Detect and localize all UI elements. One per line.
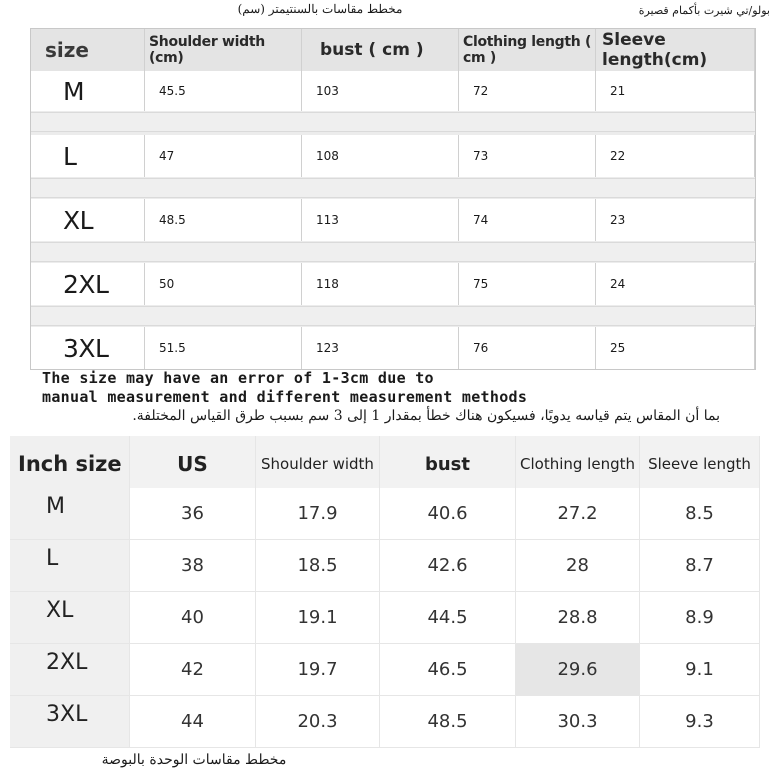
inch-value-cell: 9.1 <box>640 644 760 696</box>
inch-value-cell: 38 <box>130 540 256 592</box>
inch-value-cell: 19.7 <box>256 644 380 696</box>
inch-value-cell: 44.5 <box>380 592 516 644</box>
cm-value-cell: 76 <box>459 327 596 369</box>
measurement-error-note <box>42 369 742 407</box>
cm-row-2xl <box>31 263 755 305</box>
cm-size-cell: 3XL <box>31 327 145 369</box>
cm-value-cell: 21 <box>596 71 755 111</box>
cm-row-m <box>31 71 755 111</box>
inch-chart-title: مخطط مقاسات الوحدة بالبوصة <box>101 752 287 768</box>
inch-row-l <box>10 540 760 592</box>
inch-value-cell: 48.5 <box>380 696 516 748</box>
inch-value-cell: 8.9 <box>640 592 760 644</box>
cm-value-cell: 24 <box>596 263 755 305</box>
inch-value-cell: 18.5 <box>256 540 380 592</box>
cm-header-sleeve: Sleeve length(cm) <box>596 29 755 71</box>
row-separator <box>31 306 755 326</box>
inch-value-cell: 9.3 <box>640 696 760 748</box>
cm-value-cell: 45.5 <box>145 71 302 111</box>
row-separator <box>31 178 755 198</box>
product-label: بولو/تي شيرت بأكمام قصيرة <box>638 4 770 17</box>
inch-value-cell: 46.5 <box>380 644 516 696</box>
inch-value-cell: 30.3 <box>516 696 640 748</box>
cm-value-cell: 23 <box>596 199 755 241</box>
inch-value-cell: 42.6 <box>380 540 516 592</box>
cm-value-cell: 103 <box>302 71 459 111</box>
cm-value-cell: 73 <box>459 135 596 177</box>
inch-row-m <box>10 488 760 540</box>
inch-header-us: US <box>130 436 256 492</box>
inch-value-cell: 28 <box>516 540 640 592</box>
cm-value-cell: 123 <box>302 327 459 369</box>
inch-size-cell: M <box>10 488 130 540</box>
inch-value-cell: 40.6 <box>380 488 516 540</box>
row-separator <box>31 112 755 132</box>
cm-value-cell: 75 <box>459 263 596 305</box>
cm-value-cell: 72 <box>459 71 596 111</box>
inch-value-cell: 40 <box>130 592 256 644</box>
cm-value-cell: 118 <box>302 263 459 305</box>
cm-size-cell: XL <box>31 199 145 241</box>
cm-header-shoulder: Shoulder width (cm) <box>145 29 302 71</box>
row-separator <box>31 242 755 262</box>
cm-value-cell: 51.5 <box>145 327 302 369</box>
inch-row-3xl <box>10 696 760 748</box>
cm-size-table <box>30 28 756 370</box>
cm-value-cell: 50 <box>145 263 302 305</box>
inch-size-table <box>10 436 760 746</box>
cm-size-cell: 2XL <box>31 263 145 305</box>
cm-value-cell: 108 <box>302 135 459 177</box>
inch-value-cell: 44 <box>130 696 256 748</box>
cm-value-cell: 74 <box>459 199 596 241</box>
cm-row-xl <box>31 199 755 241</box>
note-line-2: manual measurement and different measurement methods <box>42 388 528 406</box>
cm-size-cell: M <box>31 71 145 111</box>
cm-chart-title: مخطط مقاسات بالسنتيمتر (سم) <box>237 2 403 16</box>
cm-header-length: Clothing length ( cm ) <box>459 29 596 71</box>
inch-value-cell: 42 <box>130 644 256 696</box>
inch-value-cell: 28.8 <box>516 592 640 644</box>
cm-value-cell: 113 <box>302 199 459 241</box>
inch-value-cell: 29.6 <box>516 644 640 696</box>
cm-header-row <box>31 29 755 71</box>
note-line-1: The size may have an error of 1-3cm due to <box>42 369 434 387</box>
inch-header-bust: bust <box>380 436 516 492</box>
inch-row-xl <box>10 592 760 644</box>
cm-size-cell: L <box>31 135 145 177</box>
inch-value-cell: 17.9 <box>256 488 380 540</box>
inch-size-cell: 3XL <box>10 696 130 748</box>
cm-value-cell: 47 <box>145 135 302 177</box>
inch-size-cell: 2XL <box>10 644 130 696</box>
inch-header-length: Clothing length <box>516 436 640 492</box>
inch-header-sleeve: Sleeve length <box>640 436 760 492</box>
cm-header-bust: bust ( cm ) <box>302 29 459 71</box>
inch-size-cell: XL <box>10 592 130 644</box>
inch-header-shoulder: Shoulder width <box>256 436 380 492</box>
cm-row-l <box>31 135 755 177</box>
cm-row-3xl <box>31 327 755 369</box>
cm-header-size: size <box>31 29 145 71</box>
inch-value-cell: 8.5 <box>640 488 760 540</box>
inch-value-cell: 36 <box>130 488 256 540</box>
inch-value-cell: 27.2 <box>516 488 640 540</box>
inch-header-row <box>10 436 760 492</box>
inch-value-cell: 8.7 <box>640 540 760 592</box>
cm-value-cell: 48.5 <box>145 199 302 241</box>
cropped-text-fragment <box>22 771 322 780</box>
cm-value-cell: 25 <box>596 327 755 369</box>
inch-value-cell: 19.1 <box>256 592 380 644</box>
inch-header-size: Inch size <box>10 436 130 492</box>
inch-row-2xl <box>10 644 760 696</box>
inch-value-cell: 20.3 <box>256 696 380 748</box>
measurement-error-note-arabic: بما أن المقاس يتم قياسه يدويًا، فسيكون هناك خطأ بمقدار 1 إلى 3 سم بسبب طرق القياس المختلفة. <box>132 408 720 424</box>
cm-value-cell: 22 <box>596 135 755 177</box>
inch-size-cell: L <box>10 540 130 592</box>
